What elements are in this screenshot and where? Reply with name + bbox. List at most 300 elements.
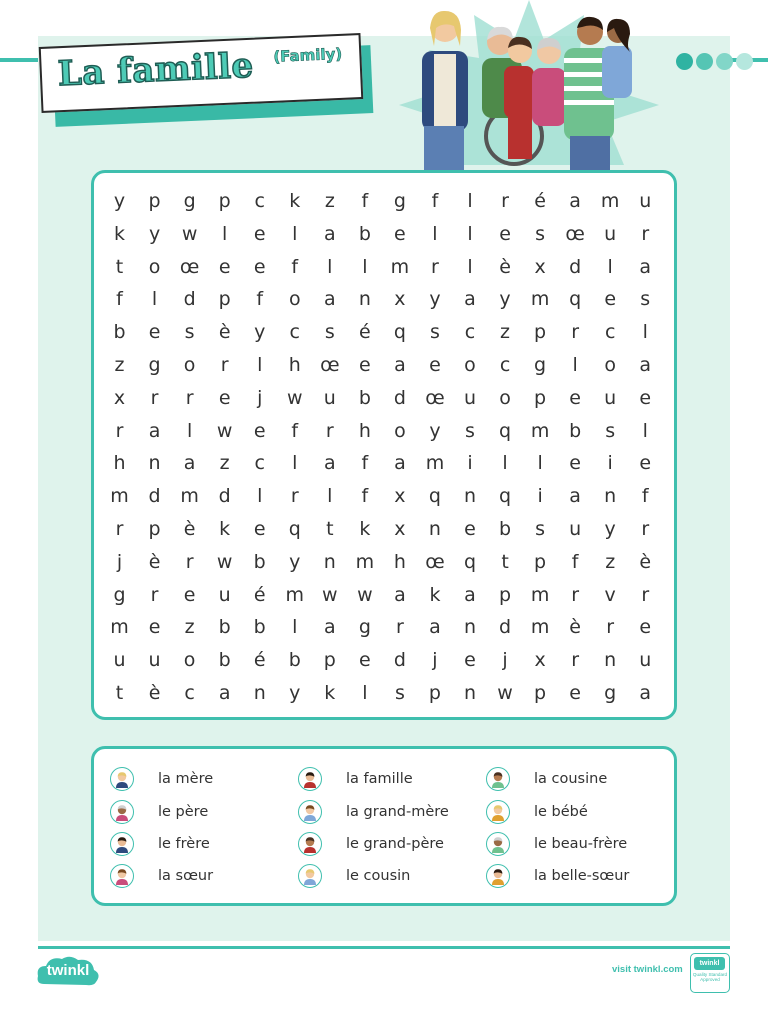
grid-letter[interactable]: n (463, 681, 477, 704)
grid-letter[interactable]: w (181, 222, 198, 245)
grid-letter[interactable]: a (464, 583, 476, 606)
grid-letter[interactable]: f (571, 550, 579, 573)
grid-letter[interactable]: é (253, 649, 266, 672)
grid-letter[interactable]: p (148, 517, 161, 540)
sister-in-law-icon (486, 864, 510, 888)
grid-letter[interactable]: n (323, 550, 336, 573)
grid-letter[interactable]: h (358, 419, 371, 442)
word-item (298, 795, 486, 827)
grid-letter[interactable]: s (394, 681, 405, 704)
grid-letter[interactable]: e (253, 419, 266, 442)
baby-icon (486, 800, 510, 824)
grid-letter[interactable]: k (114, 222, 126, 245)
grid-letter[interactable]: é (534, 190, 546, 212)
grid-letter[interactable]: d (218, 485, 231, 508)
word-item (298, 860, 486, 892)
grid-letter[interactable]: x (394, 288, 406, 311)
grid-letter[interactable]: n (253, 681, 266, 704)
grid-letter[interactable]: s (605, 419, 616, 442)
grid-letter[interactable]: l (362, 681, 368, 704)
grid-letter[interactable]: a (218, 681, 231, 704)
grid-letter[interactable]: r (185, 386, 194, 409)
grid-letter[interactable]: d (148, 485, 161, 508)
grid-letter[interactable]: a (323, 288, 336, 311)
grid-letter[interactable]: y (113, 190, 126, 212)
grid-letter[interactable]: w (216, 419, 233, 442)
grid-letter[interactable]: b (569, 419, 582, 442)
word-label: le cousin (346, 868, 411, 885)
grid-letter[interactable]: r (220, 353, 229, 376)
grid-letter[interactable]: s (429, 321, 440, 344)
grid-letter[interactable]: r (641, 517, 650, 540)
grid-letter[interactable]: è (569, 616, 581, 639)
grid-letter[interactable]: q (499, 419, 512, 442)
grid-letter[interactable]: e (148, 616, 161, 639)
grid-letter[interactable]: r (115, 419, 124, 442)
grid-letter[interactable]: e (464, 649, 476, 672)
grid-letter[interactable]: r (571, 583, 580, 606)
grid-letter[interactable]: u (218, 583, 231, 606)
grid-letter[interactable]: a (323, 616, 336, 639)
grid-letter[interactable]: l (151, 288, 158, 311)
grid-letter[interactable]: r (501, 190, 509, 212)
grid-letter[interactable]: k (289, 190, 301, 212)
grid-letter[interactable]: z (219, 452, 230, 475)
grid-letter[interactable]: l (467, 222, 473, 245)
grid-letter[interactable]: u (639, 190, 652, 212)
grid-letter[interactable]: v (604, 583, 616, 606)
grid-letter[interactable]: a (639, 681, 652, 704)
grid-letter[interactable]: m (180, 485, 199, 508)
word-item (298, 763, 486, 795)
grid-letter[interactable]: d (183, 288, 196, 311)
grid-letter[interactable]: m (600, 190, 620, 212)
dot (716, 53, 733, 70)
grid-letter[interactable]: p (534, 550, 547, 573)
grandfather-icon (298, 832, 322, 856)
grid-letter[interactable]: l (257, 353, 263, 376)
grid-letter[interactable]: r (606, 616, 615, 639)
grid-letter[interactable]: d (393, 649, 406, 672)
grid-letter[interactable]: f (361, 190, 369, 212)
grid-letter[interactable]: f (291, 419, 299, 442)
grid-letter[interactable]: m (355, 550, 375, 573)
grid-letter[interactable]: œ (565, 222, 585, 245)
grid-letter[interactable]: l (502, 452, 508, 475)
word-item (486, 763, 674, 795)
word-list (91, 746, 677, 906)
grid-letter[interactable]: k (219, 517, 231, 540)
grid-letter[interactable]: g (358, 616, 371, 639)
grid-letter[interactable]: d (569, 255, 582, 278)
grid-letter[interactable]: n (463, 485, 477, 508)
grid-letter[interactable]: e (569, 681, 581, 704)
grid-letter[interactable]: y (604, 517, 616, 540)
grid-letter[interactable]: l (362, 255, 368, 278)
grid-letter[interactable]: l (537, 452, 543, 475)
grid-letter[interactable]: a (323, 452, 336, 475)
grid-letter[interactable]: a (394, 583, 406, 606)
grid-letter[interactable]: k (324, 681, 336, 704)
grid-letter[interactable]: s (465, 419, 475, 442)
grid-letter[interactable]: x (394, 517, 406, 540)
word-label: la sœur (158, 868, 214, 885)
word-label: le père (158, 803, 209, 820)
grid-letter[interactable]: e (499, 222, 511, 245)
grid-letter[interactable]: m (530, 583, 550, 606)
grid-letter[interactable]: b (358, 386, 371, 409)
grandmother-figure (532, 38, 566, 126)
word-item (110, 795, 298, 827)
grid-letter[interactable]: t (326, 517, 334, 540)
grid-letter[interactable]: z (324, 190, 335, 212)
grid-letter[interactable]: h (393, 550, 406, 573)
grid-letter[interactable]: a (639, 353, 652, 376)
word-label: la grand-mère (346, 803, 449, 820)
grid-letter[interactable]: p (499, 583, 512, 606)
grid-letter[interactable]: b (253, 616, 266, 639)
grid-letter[interactable]: l (607, 255, 613, 278)
grid-letter[interactable]: p (218, 190, 231, 212)
grid-letter[interactable]: r (395, 616, 404, 639)
grid-letter[interactable]: a (464, 288, 476, 311)
grid-letter[interactable]: a (394, 452, 406, 475)
word-item (110, 860, 298, 892)
grid-letter[interactable]: o (288, 288, 301, 311)
grid-letter[interactable]: i (607, 452, 613, 475)
father-icon (110, 800, 134, 824)
grid-letter[interactable]: e (639, 386, 652, 409)
grid-letter[interactable]: o (464, 353, 476, 376)
grid-letter[interactable]: œ (425, 386, 445, 409)
grid-letter[interactable]: u (604, 222, 617, 245)
grid-letter[interactable]: b (253, 550, 266, 573)
grid-letter[interactable]: œ (320, 353, 340, 376)
grid-letter[interactable]: t (501, 550, 509, 573)
grid-letter[interactable]: a (394, 353, 406, 376)
grid-letter[interactable]: m (530, 616, 550, 639)
word-item (298, 828, 486, 860)
grid-letter[interactable]: e (359, 353, 371, 376)
grid-letter[interactable]: w (216, 550, 233, 573)
grid-letter[interactable]: e (253, 517, 266, 540)
grid-letter[interactable]: o (499, 386, 511, 409)
grid-letter[interactable]: u (323, 386, 336, 409)
grid-letter[interactable]: r (571, 321, 580, 344)
grid-letter[interactable]: p (534, 321, 547, 344)
grid-letter[interactable]: f (431, 190, 439, 212)
grid-letter[interactable]: c (254, 452, 265, 475)
grid-letter[interactable]: t (115, 255, 124, 278)
grid-letter[interactable]: a (569, 485, 581, 508)
sister-icon (110, 864, 134, 888)
grid-letter[interactable]: u (639, 649, 652, 672)
grid-letter[interactable]: a (569, 190, 581, 212)
grid-letter[interactable]: m (530, 288, 550, 311)
dot (676, 53, 693, 70)
grid-letter[interactable]: c (184, 681, 195, 704)
grid-letter[interactable]: f (361, 452, 369, 475)
grid-letter[interactable]: e (639, 616, 652, 639)
word-item (110, 828, 298, 860)
brother-in-law-icon (486, 832, 510, 856)
grid-letter[interactable]: b (218, 649, 231, 672)
grid-letter[interactable]: m (110, 616, 129, 639)
grid-letter[interactable]: r (150, 386, 159, 409)
grid-letter[interactable]: l (467, 255, 473, 278)
grid-letter[interactable]: f (256, 288, 264, 311)
grid-letter[interactable]: u (148, 649, 161, 672)
grid-letter[interactable]: g (148, 353, 161, 376)
grid-letter[interactable]: l (642, 321, 648, 344)
grid-letter[interactable]: e (639, 452, 652, 475)
grid-letter[interactable]: e (253, 255, 266, 278)
grid-letter[interactable]: y (254, 321, 266, 344)
grid-letter[interactable]: l (327, 255, 333, 278)
grid-letter[interactable]: l (572, 353, 578, 376)
letter-grid (102, 185, 668, 710)
grid-letter[interactable]: n (604, 649, 617, 672)
grid-letter[interactable]: c (289, 321, 300, 344)
grid-letter[interactable]: œ (425, 550, 445, 573)
grid-letter[interactable]: e (394, 222, 406, 245)
grid-letter[interactable]: e (148, 321, 161, 344)
grid-letter[interactable]: p (534, 681, 547, 704)
grid-letter[interactable]: s (324, 321, 335, 344)
grid-letter[interactable]: r (641, 583, 650, 606)
grid-letter[interactable]: s (535, 517, 546, 540)
grid-letter[interactable]: j (432, 649, 438, 672)
grid-letter[interactable]: l (327, 485, 333, 508)
grid-letter[interactable]: y (429, 288, 441, 311)
grid-letter[interactable]: k (429, 583, 441, 606)
grid-letter[interactable]: h (288, 353, 301, 376)
grid-letter[interactable]: a (639, 255, 652, 278)
grid-letter[interactable]: l (467, 190, 473, 212)
grid-letter[interactable]: t (115, 681, 124, 704)
grid-letter[interactable]: è (218, 321, 231, 344)
grid-letter[interactable]: c (499, 353, 511, 376)
grid-letter[interactable]: f (641, 485, 649, 508)
grid-letter[interactable]: l (292, 452, 298, 475)
grid-letter[interactable]: y (289, 550, 301, 573)
word-label: la cousine (534, 771, 608, 788)
grid-letter[interactable]: x (534, 255, 546, 278)
grid-letter[interactable]: m (285, 583, 305, 606)
grid-letter[interactable]: c (464, 321, 476, 344)
grid-letter[interactable]: y (499, 288, 511, 311)
grid-letter[interactable]: q (428, 485, 441, 508)
grid-letter[interactable]: l (292, 222, 298, 245)
grid-letter[interactable]: c (254, 190, 265, 212)
grid-letter[interactable]: o (183, 353, 196, 376)
visit-link[interactable]: visit twinkl.com (612, 964, 683, 975)
grid-letter[interactable]: g (113, 583, 126, 606)
grid-letter[interactable]: g (393, 190, 406, 212)
grid-letter[interactable]: r (115, 517, 124, 540)
grid-letter[interactable]: o (394, 419, 406, 442)
word-item (486, 828, 674, 860)
grid-letter[interactable]: y (148, 222, 161, 245)
grid-letter[interactable]: è (148, 550, 161, 573)
word-label: le bébé (534, 803, 588, 820)
grid-letter[interactable]: a (148, 419, 161, 442)
grid-letter[interactable]: e (429, 353, 441, 376)
grid-letter[interactable]: l (432, 222, 438, 245)
mother-figure (422, 11, 468, 172)
grid-letter[interactable]: f (361, 485, 369, 508)
grid-letter[interactable]: e (464, 517, 476, 540)
grid-letter[interactable]: x (534, 649, 546, 672)
dot (736, 53, 753, 70)
grid-letter[interactable]: r (290, 485, 299, 508)
grid-letter[interactable]: b (113, 321, 126, 344)
grid-letter[interactable]: o (604, 353, 616, 376)
grid-letter[interactable]: a (429, 616, 441, 639)
grid-letter[interactable]: u (569, 517, 582, 540)
quality-badge (690, 953, 730, 993)
grid-letter[interactable]: j (116, 550, 123, 573)
grid-letter[interactable]: s (640, 288, 651, 311)
grid-letter[interactable]: a (183, 452, 196, 475)
grid-letter[interactable]: l (642, 419, 648, 442)
grid-letter[interactable]: d (499, 616, 512, 639)
grid-letter[interactable]: é (359, 321, 371, 344)
grid-letter[interactable]: i (467, 452, 473, 475)
girl-figure (602, 19, 632, 98)
word-item (486, 860, 674, 892)
grid-letter[interactable]: n (463, 616, 477, 639)
grid-letter[interactable]: o (183, 649, 196, 672)
grid-letter[interactable]: n (428, 517, 441, 540)
grid-letter[interactable]: l (292, 616, 298, 639)
grid-letter[interactable]: w (497, 681, 513, 704)
grid-letter[interactable]: q (569, 288, 582, 311)
grid-letter[interactable]: p (218, 288, 231, 311)
grid-letter[interactable]: p (323, 649, 336, 672)
word-list-grid (110, 763, 674, 893)
grid-letter[interactable]: h (113, 452, 126, 475)
grid-letter[interactable]: r (150, 583, 159, 606)
grid-letter[interactable]: q (393, 321, 406, 344)
grid-letter[interactable]: s (184, 321, 195, 344)
grid-letter[interactable]: m (530, 419, 550, 442)
grid-letter[interactable]: p (148, 190, 161, 212)
grid-letter[interactable]: i (537, 485, 543, 508)
grid-letter[interactable]: e (253, 222, 266, 245)
grid-letter[interactable]: g (534, 353, 547, 376)
grid-letter[interactable]: k (359, 517, 371, 540)
grid-letter[interactable]: o (148, 255, 161, 278)
grid-letter[interactable]: q (499, 485, 512, 508)
grid-letter[interactable]: l (222, 222, 228, 245)
grid-letter[interactable]: q (463, 550, 477, 573)
grid-letter[interactable]: z (605, 550, 616, 573)
grid-letter[interactable]: e (218, 386, 231, 409)
grid-letter[interactable]: p (534, 386, 547, 409)
grid-letter[interactable]: d (393, 386, 406, 409)
grandmother-icon (298, 800, 322, 824)
grid-letter[interactable]: e (569, 386, 581, 409)
grid-letter[interactable]: q (288, 517, 301, 540)
grid-letter[interactable]: b (218, 616, 231, 639)
grid-letter[interactable]: r (431, 255, 439, 278)
grid-letter[interactable]: u (113, 649, 126, 672)
badge-title: twinkl (694, 957, 725, 970)
grid-letter[interactable]: u (463, 386, 477, 409)
grid-letter[interactable]: u (604, 386, 617, 409)
grid-letter[interactable]: m (110, 485, 129, 508)
grid-letter[interactable]: f (291, 255, 299, 278)
mother-icon (110, 767, 134, 791)
grid-letter[interactable]: f (116, 288, 123, 311)
grid-letter[interactable]: é (253, 583, 266, 606)
grid-letter[interactable]: z (184, 616, 195, 639)
grid-letter[interactable]: b (358, 222, 371, 245)
grid-letter[interactable]: r (185, 550, 194, 573)
grid-letter[interactable]: e (569, 452, 581, 475)
grid-letter[interactable]: m (425, 452, 445, 475)
grid-letter[interactable]: n (148, 452, 161, 475)
grid-letter[interactable]: x (113, 386, 126, 409)
grid-letter[interactable]: x (394, 485, 406, 508)
grid-letter[interactable]: p (428, 681, 441, 704)
word-search-grid (91, 170, 677, 720)
grid-letter[interactable]: l (186, 419, 193, 442)
grid-letter[interactable]: œ (179, 255, 200, 278)
grid-letter[interactable]: e (183, 583, 196, 606)
grid-letter[interactable]: è (639, 550, 652, 573)
badge-caption: Quality Standard Approved (692, 972, 728, 983)
grid-letter[interactable]: b (499, 517, 512, 540)
grid-letter[interactable]: j (502, 649, 508, 672)
grid-letter[interactable]: e (218, 255, 231, 278)
grid-letter[interactable]: a (323, 222, 336, 245)
grid-letter[interactable]: y (289, 681, 301, 704)
boy-figure (504, 37, 534, 159)
grid-letter[interactable]: è (183, 517, 196, 540)
grid-letter[interactable]: e (604, 288, 617, 311)
grid-letter[interactable]: e (359, 649, 371, 672)
grid-letter[interactable]: w (286, 386, 303, 409)
grid-letter[interactable]: r (571, 649, 580, 672)
grid-letter[interactable]: n (358, 288, 371, 311)
grid-letter[interactable]: r (641, 222, 650, 245)
grid-letter[interactable]: w (322, 583, 338, 606)
grid-letter[interactable]: c (604, 321, 616, 344)
grid-letter[interactable]: y (429, 419, 441, 442)
twinkl-logo[interactable]: twinkl (36, 954, 100, 988)
grid-letter[interactable]: è (148, 681, 161, 704)
grid-letter[interactable]: b (288, 649, 301, 672)
grid-letter[interactable]: w (357, 583, 373, 606)
grid-letter[interactable]: z (500, 321, 511, 344)
grid-letter[interactable]: j (257, 386, 263, 409)
grid-letter[interactable]: l (257, 485, 263, 508)
grid-letter[interactable]: s (535, 222, 546, 245)
grid-letter[interactable]: n (604, 485, 617, 508)
word-item (110, 763, 298, 795)
grid-letter[interactable]: m (390, 255, 410, 278)
grid-letter[interactable]: è (499, 255, 511, 278)
grid-letter[interactable]: r (325, 419, 334, 442)
grid-letter[interactable]: g (183, 190, 196, 212)
family-illustration (404, 6, 644, 172)
grid-letter[interactable]: g (604, 681, 617, 704)
grid-letter[interactable]: z (114, 353, 125, 376)
family-icon (298, 767, 322, 791)
word-label: la belle-sœur (534, 868, 630, 885)
